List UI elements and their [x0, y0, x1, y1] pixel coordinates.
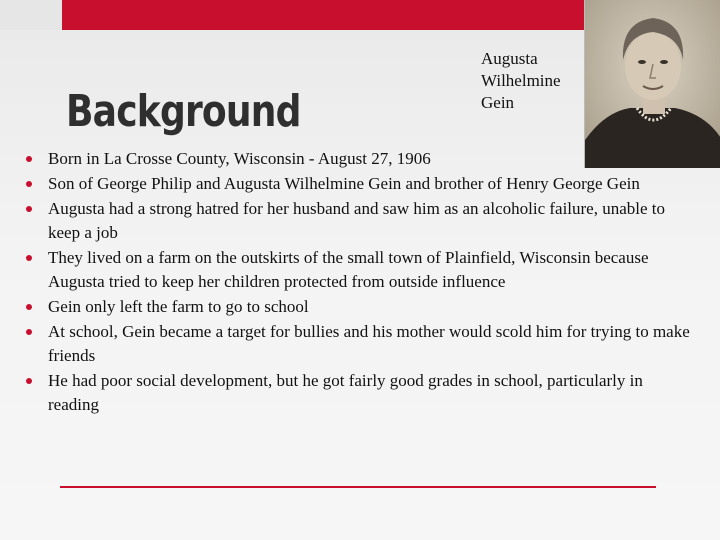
bottom-underline — [60, 486, 656, 488]
bullet-dot-icon — [26, 181, 32, 187]
bullet-text: Augusta had a strong hatred for her husband and saw him as an alcoholic failure, unable to keep a job — [48, 199, 666, 242]
bullet-dot-icon — [26, 304, 32, 310]
bullet-text: They lived on a farm on the outskirts of the small town of Plainfield, Wisconsin because Augusta tried to keep her children protected from outside influence — [48, 248, 649, 291]
bullet-dot-icon — [26, 206, 32, 212]
bullet-item — [24, 369, 694, 417]
bullet-text: Born in La Crosse County, Wisconsin - August 27, 1906 — [48, 149, 431, 168]
caption-line: Gein — [481, 93, 515, 112]
slide-title: Background — [66, 86, 301, 137]
top-strip — [0, 0, 62, 30]
bullet-dot-icon — [26, 156, 32, 162]
bullet-item — [24, 246, 694, 294]
bullet-dot-icon — [26, 329, 32, 335]
bullet-item — [24, 320, 694, 368]
bullet-item — [24, 147, 694, 171]
bullet-text: At school, Gein became a target for bullies and his mother would scold him for trying to make friends — [48, 322, 690, 365]
bullet-item — [24, 172, 694, 196]
bullet-text: He had poor social development, but he got fairly good grades in school, particularly in reading — [48, 371, 643, 414]
caption-line: Augusta — [481, 49, 538, 68]
accent-bar — [62, 0, 584, 30]
bullet-list — [24, 147, 694, 418]
bullet-text: Son of George Philip and Augusta Wilhelmine Gein and brother of Henry George Gein — [48, 174, 640, 193]
portrait-image — [585, 0, 720, 168]
bullet-text: Gein only left the farm to go to school — [48, 297, 309, 316]
bullet-dot-icon — [26, 378, 32, 384]
bullet-item — [24, 197, 694, 245]
photo-caption — [481, 48, 561, 114]
caption-line: Wilhelmine — [481, 71, 561, 90]
portrait-photo — [584, 0, 720, 168]
bullet-item — [24, 295, 694, 319]
bullet-dot-icon — [26, 255, 32, 261]
